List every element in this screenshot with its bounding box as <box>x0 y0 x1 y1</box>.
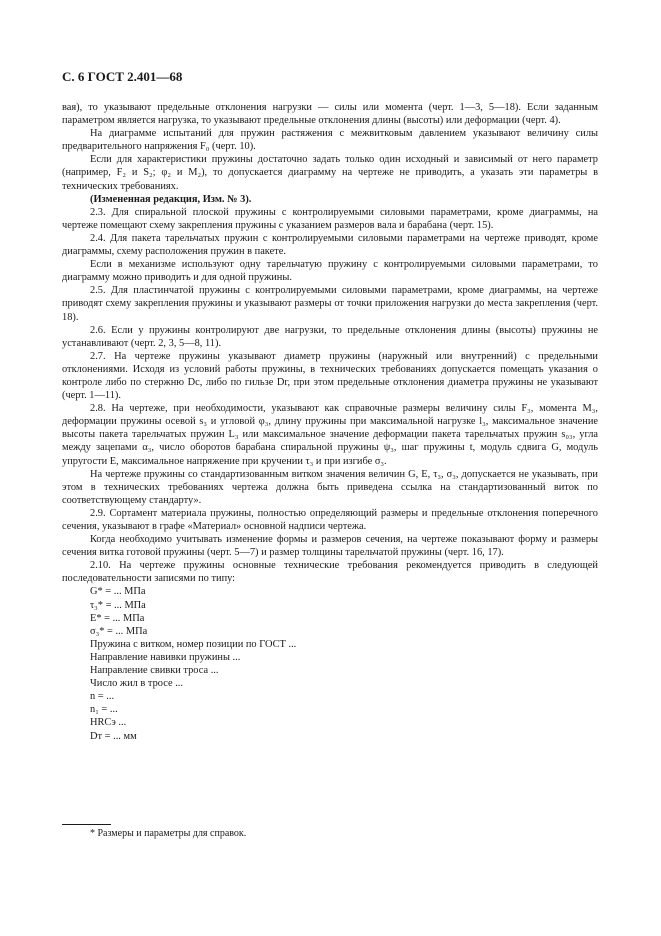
requirement-line: n = ... <box>90 691 115 703</box>
paragraph: 2.9. Сортамент материала пружины, полностью определяющий размеры и предельные отклонения поперечного сечения, указывают в графе «Материал» основной надписи чертежа. <box>62 507 598 532</box>
document-body <box>62 101 598 743</box>
paragraph: На чертеже пружины со стандартизованным витком значения величин G, E, τ₃, σ₃, допускается не указывать, при этом в технических требованиях чертежа должна быть приведена ссылка на стандартизованный виток по соответствующему стандарту». <box>62 468 598 506</box>
requirement-line: Число жил в тросе ... <box>90 678 183 690</box>
paragraph: Если для характеристики пружины достаточно задать только один исходный и зависимый от него параметр (например, F₂ и S₂; φ₂ и M₂), то допускается диаграмму на чертеже не приводить, а указать эти параметры в технических требованиях. <box>62 154 598 192</box>
requirements-list <box>62 585 598 742</box>
paragraph: 2.7. На чертеже пружины указывают диаметр пружины (наружный или внутренний) с предельными отклонениями. Исходя из условий работы пружины, в технических требованиях допускается помещать указания о контроле либо по стержню Dс, либо по гильзе Dг, при этом предельные отклонения диаметра пружины не указывают (черт. 1—11). <box>62 350 598 402</box>
paragraph: 2.8. На чертеже, при необходимости, указывают как справочные размеры величину силы F₃, момента M₃, деформации пружины осевой s₃ и угловой φ₃, длину пружины при максимальной нагрузке l₃, максимальное значение высоты пакета тарельчатых пружин L₃ или максимальное значение деформации пакета тарельчатых пружин s₀₃, угла между зацепами α₃, число оборотов барабана спиральной пружины ψ₃, шаг пружины t, модуль сдвига G, модуль упругости E, максимальное напряжение при кручении τ₃ и при изгибе σ₃. <box>62 403 598 467</box>
requirement-line: E* = ... МПа <box>90 612 145 624</box>
requirement-line: n₁ = ... <box>90 704 118 716</box>
paragraph: 2.6. Если у пружины контролируют две нагрузки, то предельные отклонения длины (высоты) пружины не устанавливают (черт. 2, 3, 5—8, 11). <box>62 324 598 349</box>
footnote: * Размеры и параметры для справок. <box>90 828 247 839</box>
footnote-divider <box>62 824 111 825</box>
requirement-line: τ₃* = ... МПа <box>90 599 146 611</box>
requirement-line: Dт = ... мм <box>90 730 137 742</box>
paragraph: 2.4. Для пакета тарельчатых пружин с контролируемыми силовыми параметрами на чертеже приводят, кроме диаграммы, схему расположения пружин в пакете. <box>62 232 598 258</box>
paragraph: вая), то указывают предельные отклонения нагрузки — силы или момента (черт. 1—3, 5—18). Если заданным параметром является нагрузка, то указывают предельные отклонения длины (высоты) или деформации (черт. 4). <box>62 102 598 127</box>
paragraph: На диаграмме испытаний для пружин растяжения с межвитковым давлением указывают величину силы предварительного напряжения F₀ (черт. 10). <box>62 128 598 153</box>
paragraph: 2.3. Для спиральной плоской пружины с контролируемыми силовыми параметрами, кроме диаграммы, на чертеже помещают схему закрепления пружины с указанием размеров вала и барабана (черт. 15). <box>62 206 598 231</box>
paragraph-list <box>62 101 598 585</box>
requirement-line: Направление навивки пружины ... <box>90 651 241 663</box>
paragraph: 2.5. Для пластинчатой пружины с контролируемыми силовыми параметрами, кроме диаграммы, на чертеже приводят схему закрепления пружины и указывают размеры от точки приложения нагрузки до места закрепления (черт. 18). <box>62 285 598 323</box>
paragraph: 2.10. На чертеже пружины основные технические требования рекомендуется приводить в следующей последовательности записями по типу: <box>62 560 598 585</box>
paragraph: Если в механизме используют одну тарельчатую пружину с контролируемыми силовыми параметрами, то диаграмму можно приводить и для одной пружины. <box>62 259 598 284</box>
requirement-line: Пружина с витком, номер позиции по ГОСТ ... <box>90 638 297 650</box>
paragraph: (Измененная редакция, Изм. № 3). <box>90 193 252 205</box>
requirement-line: σ₃* = ... МПа <box>90 625 148 637</box>
paragraph: Когда необходимо учитывать изменение формы и размеров сечения, на чертеже показывают форму и размеры сечения витка готовой пружины (черт. 5—7) и размер толщины тарельчатой пружины (черт. 16, 17). <box>62 534 598 559</box>
requirement-line: G* = ... МПа <box>90 586 146 598</box>
requirement-line: Направление свивки троса ... <box>90 665 219 677</box>
page-header: С. 6 ГОСТ 2.401—68 <box>62 69 183 84</box>
requirement-line: HRCэ ... <box>90 717 127 729</box>
